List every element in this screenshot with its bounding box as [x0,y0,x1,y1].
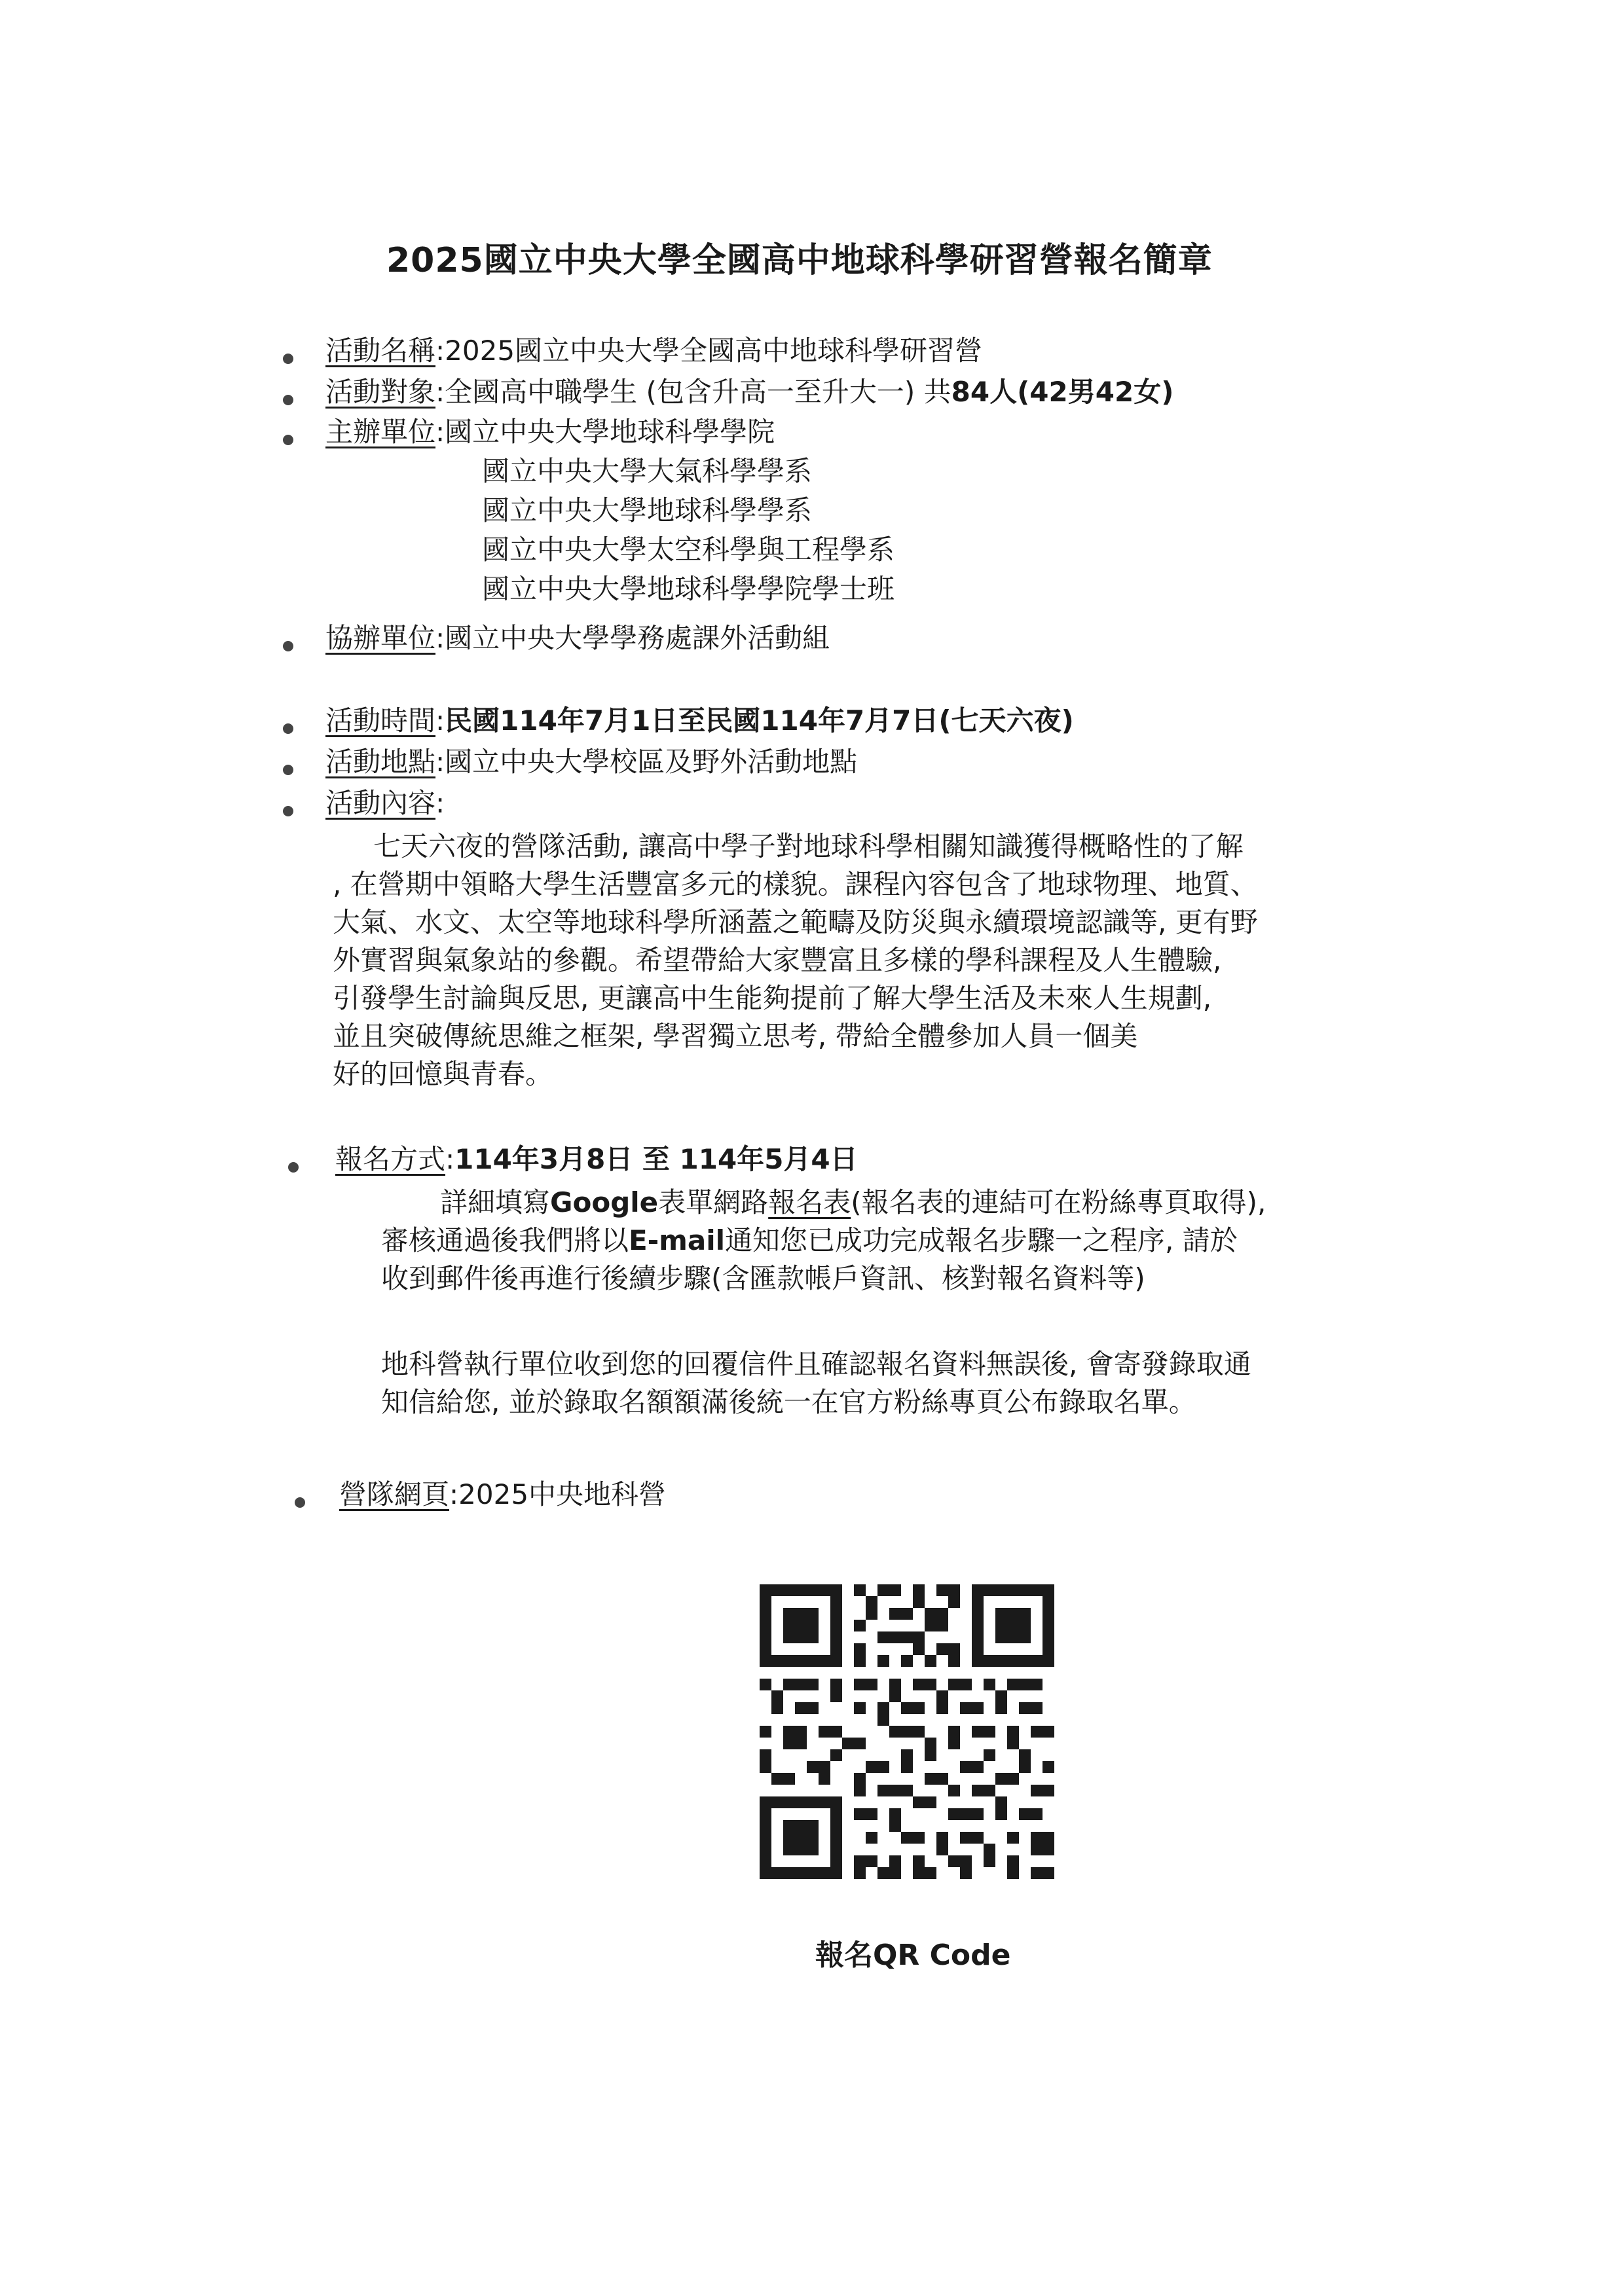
co-organizer-value: 國立中央大學學務處課外活動組 [445,622,830,654]
audience-rest: 人(42男42女) [989,376,1174,408]
activity-name-value: 2025國立中央大學全國高中地球科學研習營 [445,335,983,367]
location-row: 活動地點:國立中央大學校區及野外活動地點 [325,746,858,778]
bullet-icon [283,765,293,775]
bullet-icon [283,641,293,651]
organizer-line: 國立中央大學太空科學與工程學系 [482,534,895,566]
location-value: 國立中央大學校區及野外活動地點 [445,746,858,778]
content-paragraph: 七天六夜的營隊活動, 讓高中學子對地球科學相關知識獲得概略性的了解 , 在營期中領略大學生活豐富多元的樣貌。課程內容包含了地球物理、地質、 大氣、水文、太空等地球科學所涵蓋之範疇及防災與永續環境認識等, 更有野 外實習與氣象站的參觀。希望帶給大家豐富且多樣的學科課程及人生體驗, 引發學生討論與反思, 更讓高中生能夠提前了解大學生活及未來人生規劃, 並且突破傳統思維之框架, 學習獨立思考, 帶給全體參加人員一個美 好的回憶與青春。 [333,830,1258,1090]
time-row: 活動時間:民國114年7月1日至民國114年7月7日(七天六夜) [325,704,1074,737]
audience-count: 84 [951,376,990,408]
qr-caption: 報名QR Code [815,1939,1011,1972]
audience-row: 活動對象:全國高中職學生 (包含升高一至升大一) 共84人(42男42女) [325,376,1174,408]
location-label: 活動地點 [325,746,436,778]
registration-paragraph: 詳細填寫Google表單網路報名表(報名表的連結可在粉絲專頁取得), 審核通過後我們將以E-mail通知您已成功完成報名步驟一之程序, 請於 收到郵件後再進行後續步驟(含匯款帳戶資訊、核對報名資料等) [381,1186,1266,1294]
audience-value: 全國高中職學生 (包含升高一至升大一) 共 [445,376,951,408]
content-label: 活動內容 [325,787,436,819]
bullet-icon [283,723,293,734]
registration-label: 報名方式 [335,1143,446,1175]
registration-row: 報名方式:114年3月8日 至 114年5月4日 [335,1143,858,1175]
registration-note: 地科營執行單位收到您的回覆信件且確認報名資料無誤後, 會寄發錄取通 知信給您, 並於錄取名額額滿後統一在官方粉絲專頁公布錄取名單。 [381,1348,1251,1418]
organizer-line: 國立中央大學地球科學學系 [482,494,813,526]
bullet-icon [295,1497,305,1508]
registration-period: 114年3月8日 至 114年5月4日 [454,1143,858,1175]
activity-name-label: 活動名稱 [325,335,436,367]
bullet-icon [288,1162,299,1173]
organizer-row: 主辦單位:國立中央大學地球科學學院 [325,416,775,448]
website-value[interactable]: 2025中央地科營 [458,1478,667,1510]
bullet-icon [283,806,293,816]
organizer-line: 國立中央大學大氣科學學系 [482,455,813,487]
qr-code-icon[interactable] [760,1584,1054,1879]
activity-name-row: 活動名稱:2025國立中央大學全國高中地球科學研習營 [325,335,983,367]
content-row: 活動內容: [325,787,445,819]
time-value: 民國114年7月1日至民國114年7月7日(七天六夜) [445,704,1074,737]
co-organizer-label: 協辦單位 [325,622,436,654]
website-row: 營隊網頁:2025中央地科營 [339,1478,667,1510]
organizer-label: 主辦單位 [325,416,436,448]
co-organizer-row: 協辦單位:國立中央大學學務處課外活動組 [325,622,830,654]
website-label: 營隊網頁 [339,1478,450,1510]
organizer-line: 國立中央大學地球科學學院學士班 [482,573,895,605]
bullet-icon [283,435,293,445]
bullet-icon [283,395,293,405]
page-title: 2025國立中央大學全國高中地球科學研習營報名簡章 [386,241,1213,280]
audience-label: 活動對象 [325,376,436,408]
registration-form-link[interactable]: 報名表 [768,1186,851,1218]
bullet-icon [283,354,293,364]
organizer-value: 國立中央大學地球科學學院 [445,416,775,448]
time-label: 活動時間 [325,704,436,737]
